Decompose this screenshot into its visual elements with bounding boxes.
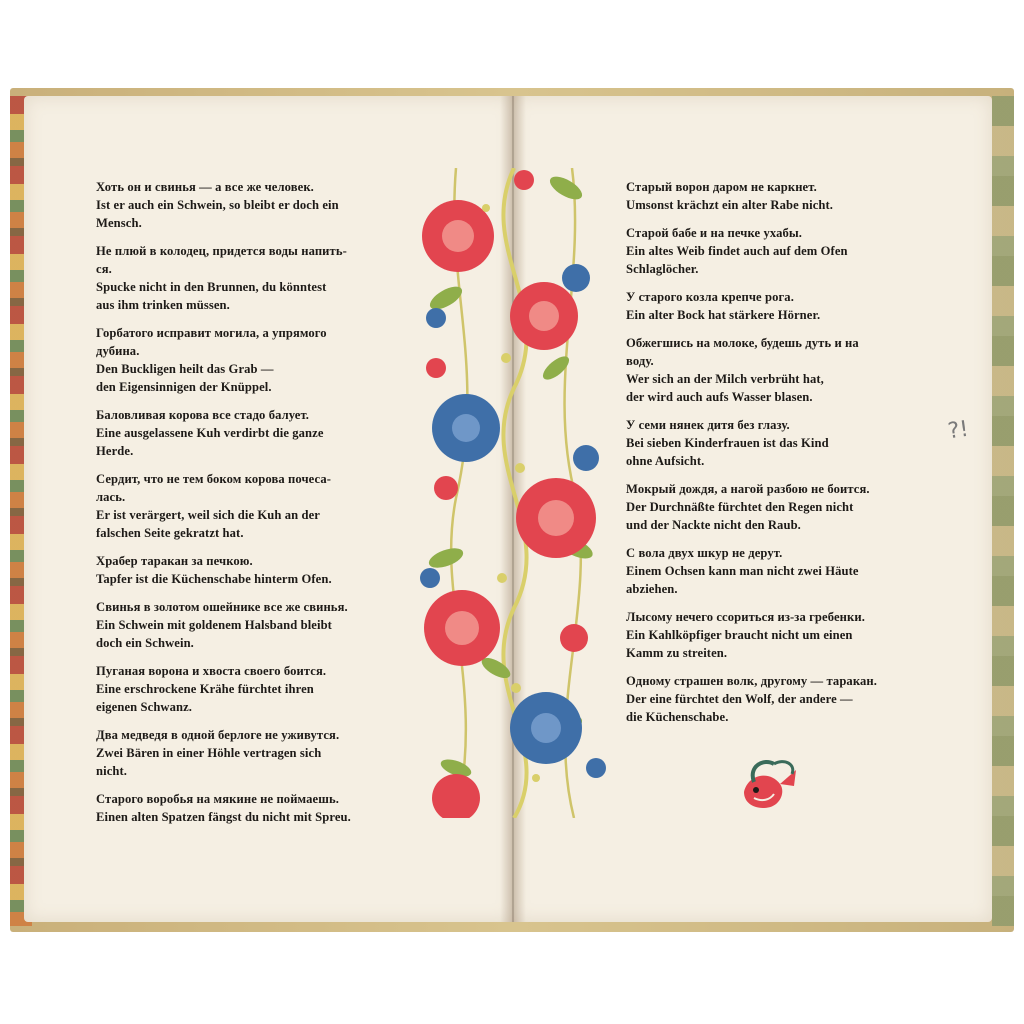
proverb-russian: Храбер таракан за печкою. (96, 554, 253, 568)
proverb-russian: Свинья в золотом ошейнике все же свинья. (96, 600, 348, 614)
proverb-entry (626, 672, 946, 726)
proverb-russian: У семи нянек дитя без глазу. (626, 418, 790, 432)
proverb-entry (626, 608, 946, 662)
proverb-russian: Старого воробья на мякине не поймаешь. (96, 792, 339, 806)
proverb-entry (626, 288, 946, 324)
proverb-entry (96, 552, 414, 588)
proverb-russian: Пуганая ворона и хвоста своего боится. (96, 664, 327, 678)
proverb-german: Umsonst krächzt ein alter Rabe nicht. (626, 198, 834, 212)
proverb-russian: Старой бабе и на печке ухабы. (626, 226, 803, 240)
proverb-russian: У старого козла крепче рога. (626, 290, 794, 304)
proverb-entry (626, 178, 946, 214)
proverb-german: Einen alten Spatzen fängst du nicht mit Spreu. (96, 810, 351, 824)
fish-icon (734, 752, 806, 818)
proverb-german: Wer sich an der Milch verbrüht hat, der wird auch aufs Wasser blasen. (626, 372, 824, 404)
proverb-entry (626, 224, 946, 278)
left-proverb-column (96, 178, 414, 836)
proverb-entry (96, 324, 414, 396)
proverb-german: Ein Schwein mit goldenem Halsband bleibt doch ein Schwein. (96, 618, 332, 650)
proverb-russian: Обжегшись на молоке, будешь дуть и на воду. (626, 336, 859, 368)
proverb-german: Tapfer ist die Küchenschabe hinterm Ofen. (96, 572, 332, 586)
right-proverb-column (626, 178, 946, 736)
proverb-entry (626, 544, 946, 598)
proverb-entry (96, 406, 414, 460)
proverb-german: Ein alter Bock hat stärkere Hörner. (626, 308, 821, 322)
proverb-entry (626, 480, 946, 534)
proverb-entry (96, 178, 414, 232)
proverb-german: Bei sieben Kinderfrauen ist das Kind ohne Aufsicht. (626, 436, 829, 468)
proverb-russian: Мокрый дождя, а нагой разбою не боится. (626, 482, 870, 496)
proverb-russian: Сердит, что не тем боком корова почеса- лась. (96, 472, 332, 504)
floral-ornament (416, 168, 612, 818)
proverb-entry (96, 662, 414, 716)
proverb-entry (96, 470, 414, 542)
proverb-entry (626, 334, 946, 406)
proverb-russian: Хоть он и свинья — а все же человек. (96, 180, 314, 194)
proverb-russian: Одному страшен волк, другому — таракан. (626, 674, 877, 688)
floral-ornament-band (416, 168, 612, 818)
proverb-russian: Старый ворон даром не каркнет. (626, 180, 817, 194)
proverb-german: Der Durchnäßte fürchtet den Regen nicht und der Nackte nicht den Raub. (626, 500, 854, 532)
proverb-russian: Не плюй в колодец, придется воды напить- ся. (96, 244, 347, 276)
proverb-german: Ein Kahlköpfiger braucht nicht um einen Kamm zu streiten. (626, 628, 853, 660)
proverb-german: Eine ausgelassene Kuh verdirbt die ganze Herde. (96, 426, 324, 458)
proverb-entry (96, 598, 414, 652)
proverb-german: Eine erschrockene Krähe fürchtet ihren eigenen Schwanz. (96, 682, 314, 714)
cover-edge-right (992, 96, 1014, 926)
proverb-german: Er ist verärgert, weil sich die Kuh an der falschen Seite gekratzt hat. (96, 508, 320, 540)
proverb-german: Einem Ochsen kann man nicht zwei Häute abziehen. (626, 564, 859, 596)
proverb-german: Ein altes Weib findet auch auf dem Ofen Schlaglöcher. (626, 244, 848, 276)
proverb-russian: Горбатого исправит могила, а упрямого дубина. (96, 326, 327, 358)
proverb-german: Ist er auch ein Schwein, so bleibt er doch ein Mensch. (96, 198, 339, 230)
proverb-german: Den Buckligen heilt das Grab — den Eigensinnigen der Knüppel. (96, 362, 274, 394)
handwritten-note: ?! (946, 416, 971, 445)
proverb-russian: Баловливая корова все стадо балует. (96, 408, 310, 422)
proverb-entry (626, 416, 946, 470)
proverb-german: Zwei Bären in einer Höhle vertragen sich nicht. (96, 746, 322, 778)
proverb-entry (96, 242, 414, 314)
fish-vignette (734, 752, 806, 818)
proverb-russian: Два медведя в одной берлоге не уживутся. (96, 728, 340, 742)
proverb-russian: Лысому нечего ссориться из-за гребенки. (626, 610, 865, 624)
proverb-german: Spucke nicht in den Brunnen, du könntest aus ihm trinken müssen. (96, 280, 327, 312)
proverb-entry (96, 790, 414, 826)
proverb-entry (96, 726, 414, 780)
proverb-german: Der eine fürchtet den Wolf, der andere — die Küchenschabe. (626, 692, 853, 724)
proverb-russian: С вола двух шкур не дерут. (626, 546, 783, 560)
